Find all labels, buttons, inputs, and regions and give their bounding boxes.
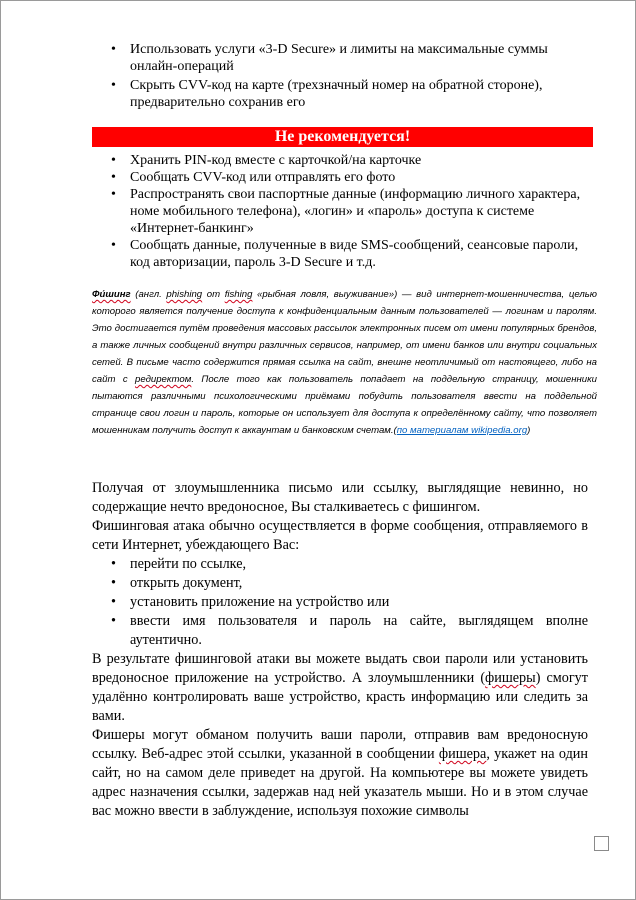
paragraph: Получая от злоумышленника письмо или ссылку, выглядящие невинно, но содержащие нечто вредоносное, Вы сталкиваетесь с фишингом. [92,480,588,515]
paragraph: Фишинговая атака обычно осуществляется в форме сообщения, отправляемого в сети Интернет, убеждающего Вас: [92,518,588,553]
list-item: • ввести имя пользователя и пароль на сайте, выглядящем вполне аутентично. [92,612,588,650]
list-item: • Сообщать данные, полученные в виде SMS-сообщений, сеансовые пароли, код авторизации, пароль 3-D Secure и т.д. [92,237,597,271]
not-recommended-banner: Не рекомендуется! [92,127,593,147]
list-item: • Использовать услуги «3-D Secure» и лимиты на максимальные суммы онлайн-операций [92,41,597,75]
word-phishers: фишеры [485,670,536,686]
attack-actions-list [92,555,588,650]
note-text: от [202,289,225,300]
source-open: ( [393,425,397,436]
not-recommended-list [92,152,597,271]
phishing-term: Фи́шинг [92,289,131,300]
list-item: • Сообщать CVV-код или отправлять его фото [92,169,597,186]
note-word-redirect: редиректом [135,374,192,385]
list-item: • Скрыть CVV-код на карте (трехзначный номер на обратной стороне), предварительно сохранив его [92,77,597,111]
note-word-fishing: fishing [224,289,253,300]
paragraph-text: , укажет на один сайт, но на самом деле приведет на другой. На компьютере вы можете увидеть адрес назначения ссылки, задержав над ней указатель мыши. Но и в этом случае вас можно ввести в заблуждение, используя похожие символы [92,746,588,819]
note-text: . После того как пользователь попадает на поддельную страницу, мошенники пытаются различными психологическими приёмами побудить пользователя ввести на поддельной странице свои логин и пароль, которые он использует для доступа к определённому сайту, что позволяет мошенникам получить доступ к аккаунтам и банковским счетам. [92,374,597,436]
wikipedia-source-link[interactable]: по материалам wikipedia.org [396,425,528,436]
security-measures-list [92,41,597,113]
note-word-phishing: phishing [166,289,203,300]
source-close: ) [527,425,531,436]
list-item: • установить приложение на устройство или [92,593,588,612]
note-text: «рыбная ловля, выуживание») — вид интернет-мошенничества, целью которого является получение доступа к конфиденциальным данным пользователей — логинам и паролям. Это достигается путём проведения массовых рассылок электронных писем от имени популярных брендов, а также личных сообщений внутри различных сервисов, например, от имени банков или внутри социальных сетей. В письме часто содержится прямая ссылка на сайт, внешне неотличимый от настоящего, либо на сайт с [92,289,598,385]
list-item: • перейти по ссылке, [92,555,588,574]
paragraph-text: В результате фишинговой атаки вы можете выдать свои пароли или установить вредоносное приложение на устройство. А злоумышленники ( [92,651,588,686]
paragraph-text: ) смогут удалённо контролировать ваше устройство, красть информацию или следить за вами. [92,670,588,724]
list-item: • Распространять свои паспортные данные (информацию личного характера, номе мобильного телефона), «логин» и «пароль» доступа к системе «Интернет-банкинг» [92,186,597,237]
list-item: • Хранить PIN-код вместе с карточкой/на карточке [92,152,597,169]
phishing-definition-note [92,286,597,439]
word-phisher: фишера [438,746,487,762]
paragraph [92,726,588,821]
paragraph-text: Фишеры могут обманом получить ваши пароли, отправив вам вредоносную ссылку. Веб-адрес этой ссылки, указанной в сообщении [92,727,588,762]
paragraph [92,650,588,726]
body-text [92,479,588,821]
list-item: • открыть документ, [92,574,588,593]
checkbox[interactable] [594,836,609,851]
note-text: (англ. [130,289,167,300]
